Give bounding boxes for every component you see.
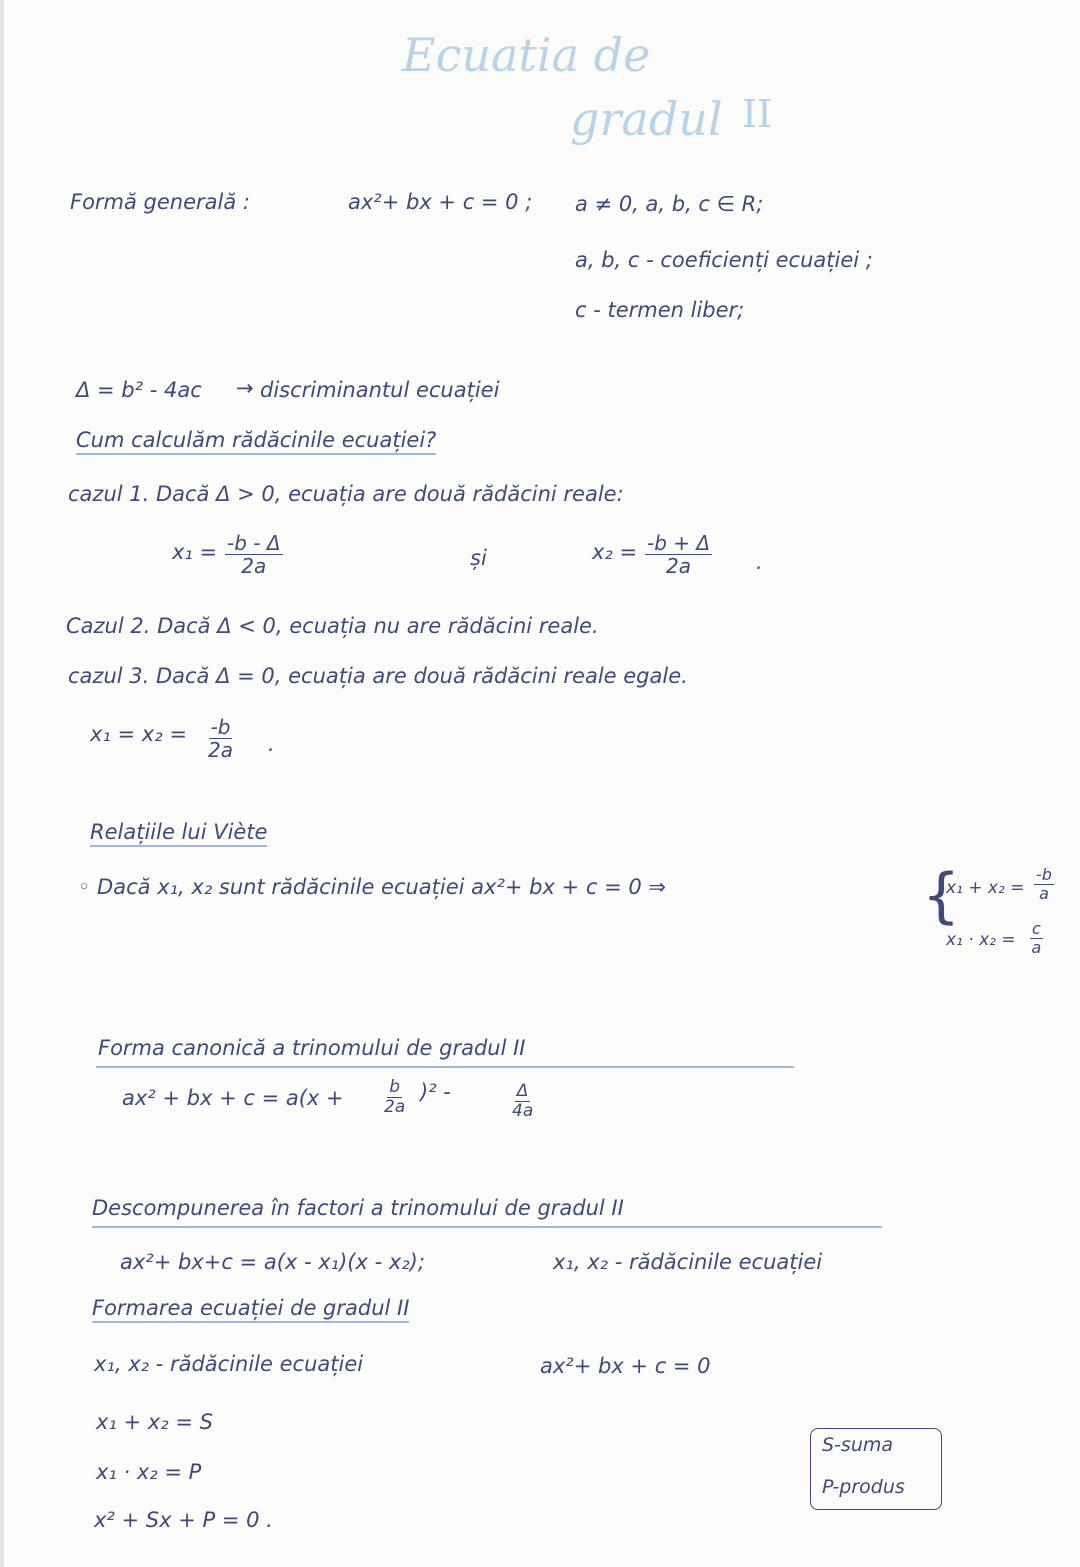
forming-equation: ax²+ bx + c = 0 (540, 1354, 711, 1378)
x12-lhs: x₁ = x₂ = (90, 722, 187, 746)
x2-fraction (645, 532, 712, 577)
page-edge (0, 0, 4, 1567)
title-line2: gradul (570, 92, 723, 146)
case2-text: Cazul 2. Dacă Δ < 0, ecuația nu are rădăcini reale. (66, 614, 599, 638)
roots-heading: Cum calculăm rădăcinile ecuației? (76, 428, 436, 455)
formed-equation: x² + Sx + P = 0 . (94, 1508, 273, 1532)
title-numeral: II (742, 92, 773, 136)
factoring-note: x₁, x₂ - rădăcinile ecuației (553, 1250, 823, 1274)
viete-text: ◦ Dacă x₁, x₂ sunt rădăcinile ecuației ax²+ bx + c = 0 ⇒ (78, 875, 666, 899)
canonical-close: )² - (420, 1080, 451, 1104)
canonical-delta-fraction (512, 1082, 533, 1120)
canonical-underline (96, 1066, 794, 1068)
discriminant-label: discriminantul ecuației (260, 378, 500, 402)
viete-sum-numerator: -b (1036, 865, 1052, 884)
canonical-inner-denominator: 2a (384, 1096, 406, 1117)
case3-text: cazul 3. Dacă Δ = 0, ecuația are două rădăcini reale egale. (68, 664, 688, 688)
and-word: și (470, 546, 487, 570)
product-relation: x₁ · x₂ = P (96, 1460, 202, 1484)
general-form-label: Formă generală : (70, 190, 250, 214)
canonical-delta-denominator: 4a (512, 1100, 534, 1121)
canonical-heading: Forma canonică a trinomului de gradul II (98, 1036, 526, 1060)
factoring-heading: Descompunerea în factori a trinomului de gradul II (92, 1196, 624, 1220)
forming-roots-note: x₁, x₂ - rădăcinile ecuației (94, 1352, 364, 1376)
discriminant-arrow: → (236, 376, 254, 400)
x2-end: . (756, 550, 763, 574)
x12-end: . (268, 732, 275, 756)
factoring-underline (92, 1226, 882, 1228)
viete-brace: { (922, 861, 961, 931)
title-line1: Ecuatia de (402, 28, 651, 82)
canonical-lhs: ax² + bx + c = a(x + (122, 1086, 344, 1110)
legend-sum: S-suma (822, 1434, 894, 1456)
x12-fraction (208, 716, 233, 761)
x1-fraction (225, 532, 283, 577)
x1-denominator: 2a (241, 554, 267, 578)
discriminant-formula: Δ = b² - 4ac (76, 378, 202, 402)
canonical-delta-numerator: Δ (516, 1081, 529, 1101)
viete-product-numerator: c (1032, 919, 1041, 938)
canonical-inner-numerator: b (389, 1077, 401, 1097)
viete-sum-lhs: x₁ + x₂ = (946, 878, 1025, 898)
viete-product-lhs: x₁ · x₂ = (946, 930, 1016, 950)
free-term-note: c - termen liber; (575, 298, 745, 322)
viete-sum-denominator: a (1039, 883, 1049, 903)
x2-lhs: x₂ = (592, 540, 638, 564)
case1-text: cazul 1. Dacă Δ > 0, ecuația are două rădăcini reale: (68, 482, 624, 506)
general-form-equation: ax²+ bx + c = 0 ; (348, 190, 533, 214)
x1-numerator: -b - Δ (227, 531, 281, 555)
viete-product-fraction (1030, 920, 1043, 956)
canonical-inner-fraction (384, 1078, 405, 1116)
general-form-condition: a ≠ 0, a, b, c ∈ R; (575, 192, 764, 216)
viete-sum-fraction (1034, 866, 1054, 902)
sum-relation: x₁ + x₂ = S (96, 1410, 213, 1434)
viete-heading: Relațiile lui Viète (90, 820, 267, 847)
x12-numerator: -b (210, 715, 231, 739)
x1-lhs: x₁ = (172, 540, 218, 564)
factoring-formula: ax²+ bx+c = a(x - x₁)(x - x₂); (120, 1250, 425, 1274)
viete-product-denominator: a (1031, 937, 1042, 957)
x12-denominator: 2a (208, 738, 233, 762)
forming-heading: Formarea ecuației de gradul II (92, 1296, 409, 1323)
x2-denominator: 2a (666, 554, 692, 578)
legend-product: P-produs (822, 1476, 905, 1498)
coefficients-note: a, b, c - coeficienți ecuației ; (575, 248, 873, 272)
x2-numerator: -b + Δ (647, 531, 711, 555)
